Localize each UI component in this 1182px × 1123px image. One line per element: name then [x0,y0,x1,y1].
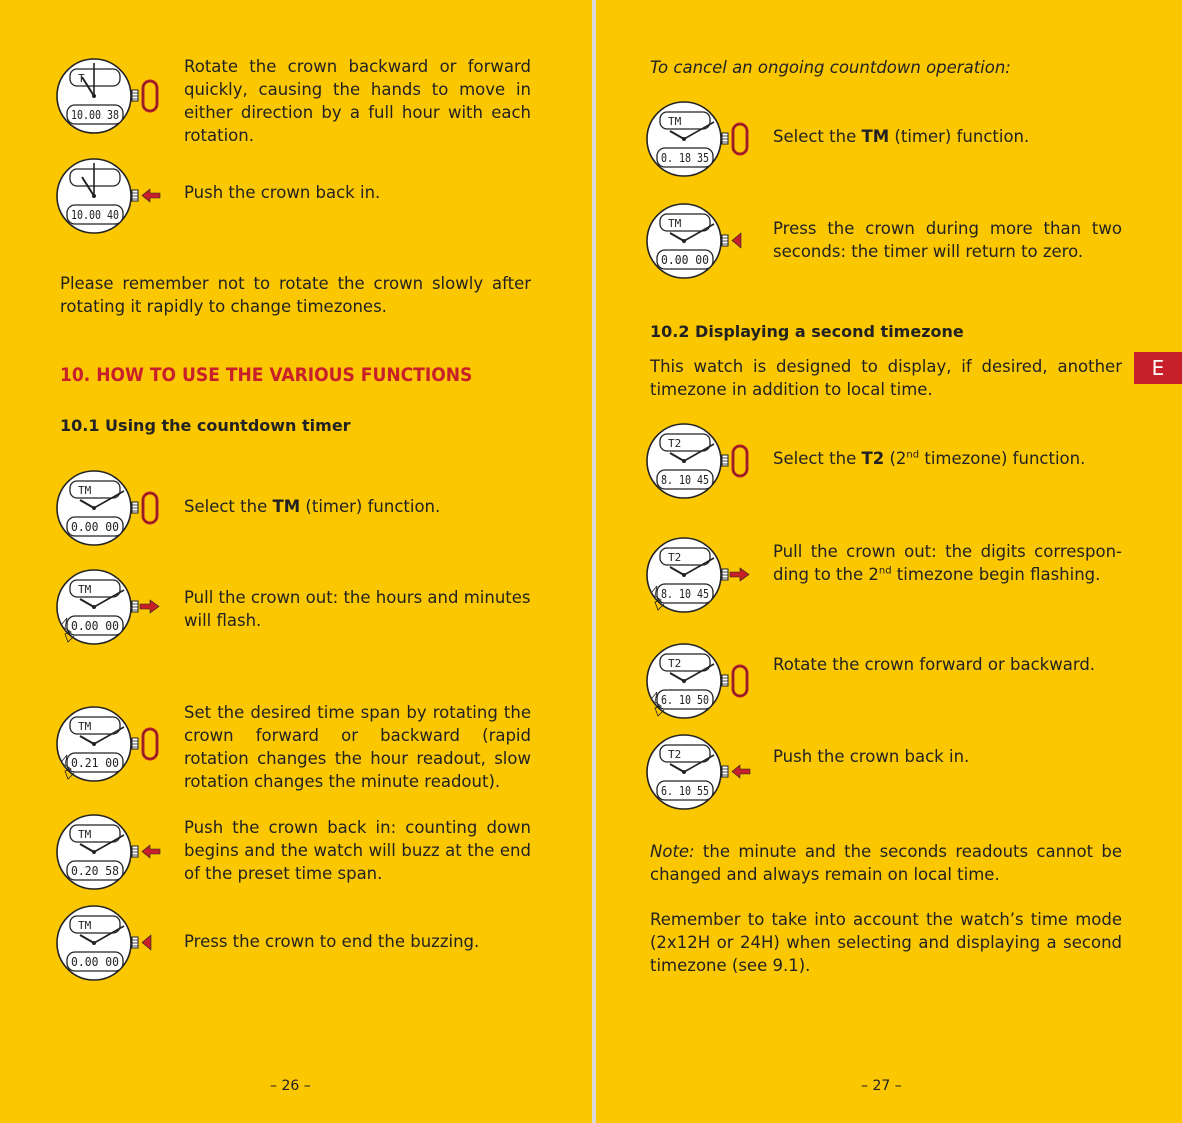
instruction-set-span: Set the desired time span by rotating the crown forward or backward (rapid rotation changes the hour readout, slow rotation changes the minute readout). [184,703,531,791]
note-readouts [650,840,1122,886]
watch-figure [56,904,171,990]
language-tab: E [1134,352,1182,384]
page-number-left: – 26 – [270,1078,311,1094]
watch-figure [56,813,171,899]
instruction-end-buzz: Press the crown to end the buzzing. [184,932,480,951]
watch-digit-readout: 0. 18 35 [661,151,709,165]
watch-figure [646,733,761,819]
watch-digit-readout: 6. 10 50 [661,693,709,707]
instruction-rotate-t2: Rotate the crown forward or backward. [773,655,1096,674]
watch-digit-readout: 0.00 00 [71,955,119,969]
text-pre: Select the [184,497,273,516]
watch-dial-icon [56,568,171,650]
watch-digit-readout: 0.20 58 [71,864,119,878]
watch-dial-icon [56,813,171,895]
watch-digit-readout: 0.21 00 [71,756,119,770]
watch-mode-label: TM [78,720,92,733]
text-a: Pull the crown out: the digits correspon-ding to the 2 [773,542,1122,584]
watch-figure [56,705,171,791]
cancel-heading: To cancel an ongoing countdown operation: [650,58,1011,77]
watch-figure [646,422,761,508]
text-post: (timer) function. [889,127,1030,146]
watch-digit-readout: 0.00 00 [71,619,119,633]
note-label: Note: [650,842,695,861]
text-bold: TM [272,497,301,516]
text-bold: TM [861,127,890,146]
text-sup: nd [878,565,892,577]
watch-dial-icon [646,422,761,504]
watch-mode-label: TM [78,828,92,841]
watch-digit-readout: 8. 10 45 [661,473,709,487]
instruction-select-t2 [773,447,1122,470]
watch-dial-icon [56,157,171,239]
watch-mode-label: T2 [668,657,682,670]
subheading-countdown: 10.1 Using the countdown timer [60,416,351,435]
watch-dial-icon [646,536,761,618]
instruction-select-tm [184,495,531,518]
watch-figure [646,100,761,186]
subheading-second-timezone: 10.2 Displaying a second timezone [650,322,964,341]
note-time-mode: Remember to take into account the watch’s time mode (2x12H or 24H) when selecting and displaying a second timezone (see 9.1). [650,910,1122,975]
watch-dial-icon [646,202,761,284]
text-post: (timer) function. [300,497,441,516]
watch-dial-icon [56,57,171,139]
watch-digit-readout: 0.00 00 [661,253,709,267]
watch-figure [56,157,171,243]
text-b: timezone begin flashing. [891,565,1101,584]
watch-dial-icon [646,642,761,724]
watch-dial-icon [56,904,171,986]
timezone-intro: This watch is designed to display, if desired, another timezone in addition to local time. [650,357,1122,399]
instruction-select-tm-right [773,125,1122,148]
instruction-push-t2: Push the crown back in. [773,747,970,766]
section-heading: 10. HOW TO USE THE VARIOUS FUNCTIONS [60,364,473,386]
watch-mode-label: TM [78,919,92,932]
watch-dial-icon [56,469,171,551]
watch-mode-label: TM [668,217,682,230]
note-text: the minute and the seconds readouts cannot be changed and always remain on local time. [650,842,1122,884]
watch-figure [646,202,761,288]
watch-digit-readout: 10.00 38 [71,108,119,122]
instruction-reset-timer: Press the crown during more than two seconds: the timer will return to zero. [773,219,1122,261]
note-timezones: Please remember not to rotate the crown slowly after rotating it rapidly to change timezones. [60,274,531,316]
text-sup: nd [906,449,920,461]
watch-dial-icon [646,733,761,815]
instruction-push-countdown: Push the crown back in: counting down begins and the watch will buzz at the end of the preset time span. [184,818,531,883]
text-bold: T2 [861,449,885,468]
instruction-pull-crown: Pull the crown out: the hours and minutes will flash. [184,588,531,630]
watch-digit-readout: 6. 10 55 [661,784,709,798]
text-pre: Select the [773,127,862,146]
watch-digit-readout: 10.00 40 [71,208,119,222]
watch-mode-label: TM [78,583,92,596]
watch-digit-readout: 8. 10 45 [661,587,709,601]
watch-figure [56,568,171,654]
text-pre: Select the [773,449,862,468]
watch-figure [646,642,761,728]
instruction-pull-t2 [773,540,1122,586]
watch-figure [56,57,171,143]
watch-mode-label: T2 [668,551,682,564]
page-number-right: – 27 – [861,1078,902,1094]
watch-dial-icon [646,100,761,182]
watch-figure [646,536,761,622]
watch-mode-label: T2 [668,437,682,450]
watch-mode-label: T2 [668,748,682,761]
instruction-rotate-quickly: Rotate the crown backward or forward quickly, causing the hands to move in either direction by a full hour with each rotation. [184,57,531,145]
text-mid: (2 [884,449,907,468]
watch-mode-label: TM [668,115,682,128]
watch-mode-label: TM [78,484,92,497]
watch-digit-readout: 0.00 00 [71,520,119,534]
text-post: timezone) function. [919,449,1086,468]
instruction-push-back: Push the crown back in. [184,183,381,202]
watch-figure [56,469,171,555]
watch-mode-label: T [78,72,85,85]
watch-dial-icon [56,705,171,787]
